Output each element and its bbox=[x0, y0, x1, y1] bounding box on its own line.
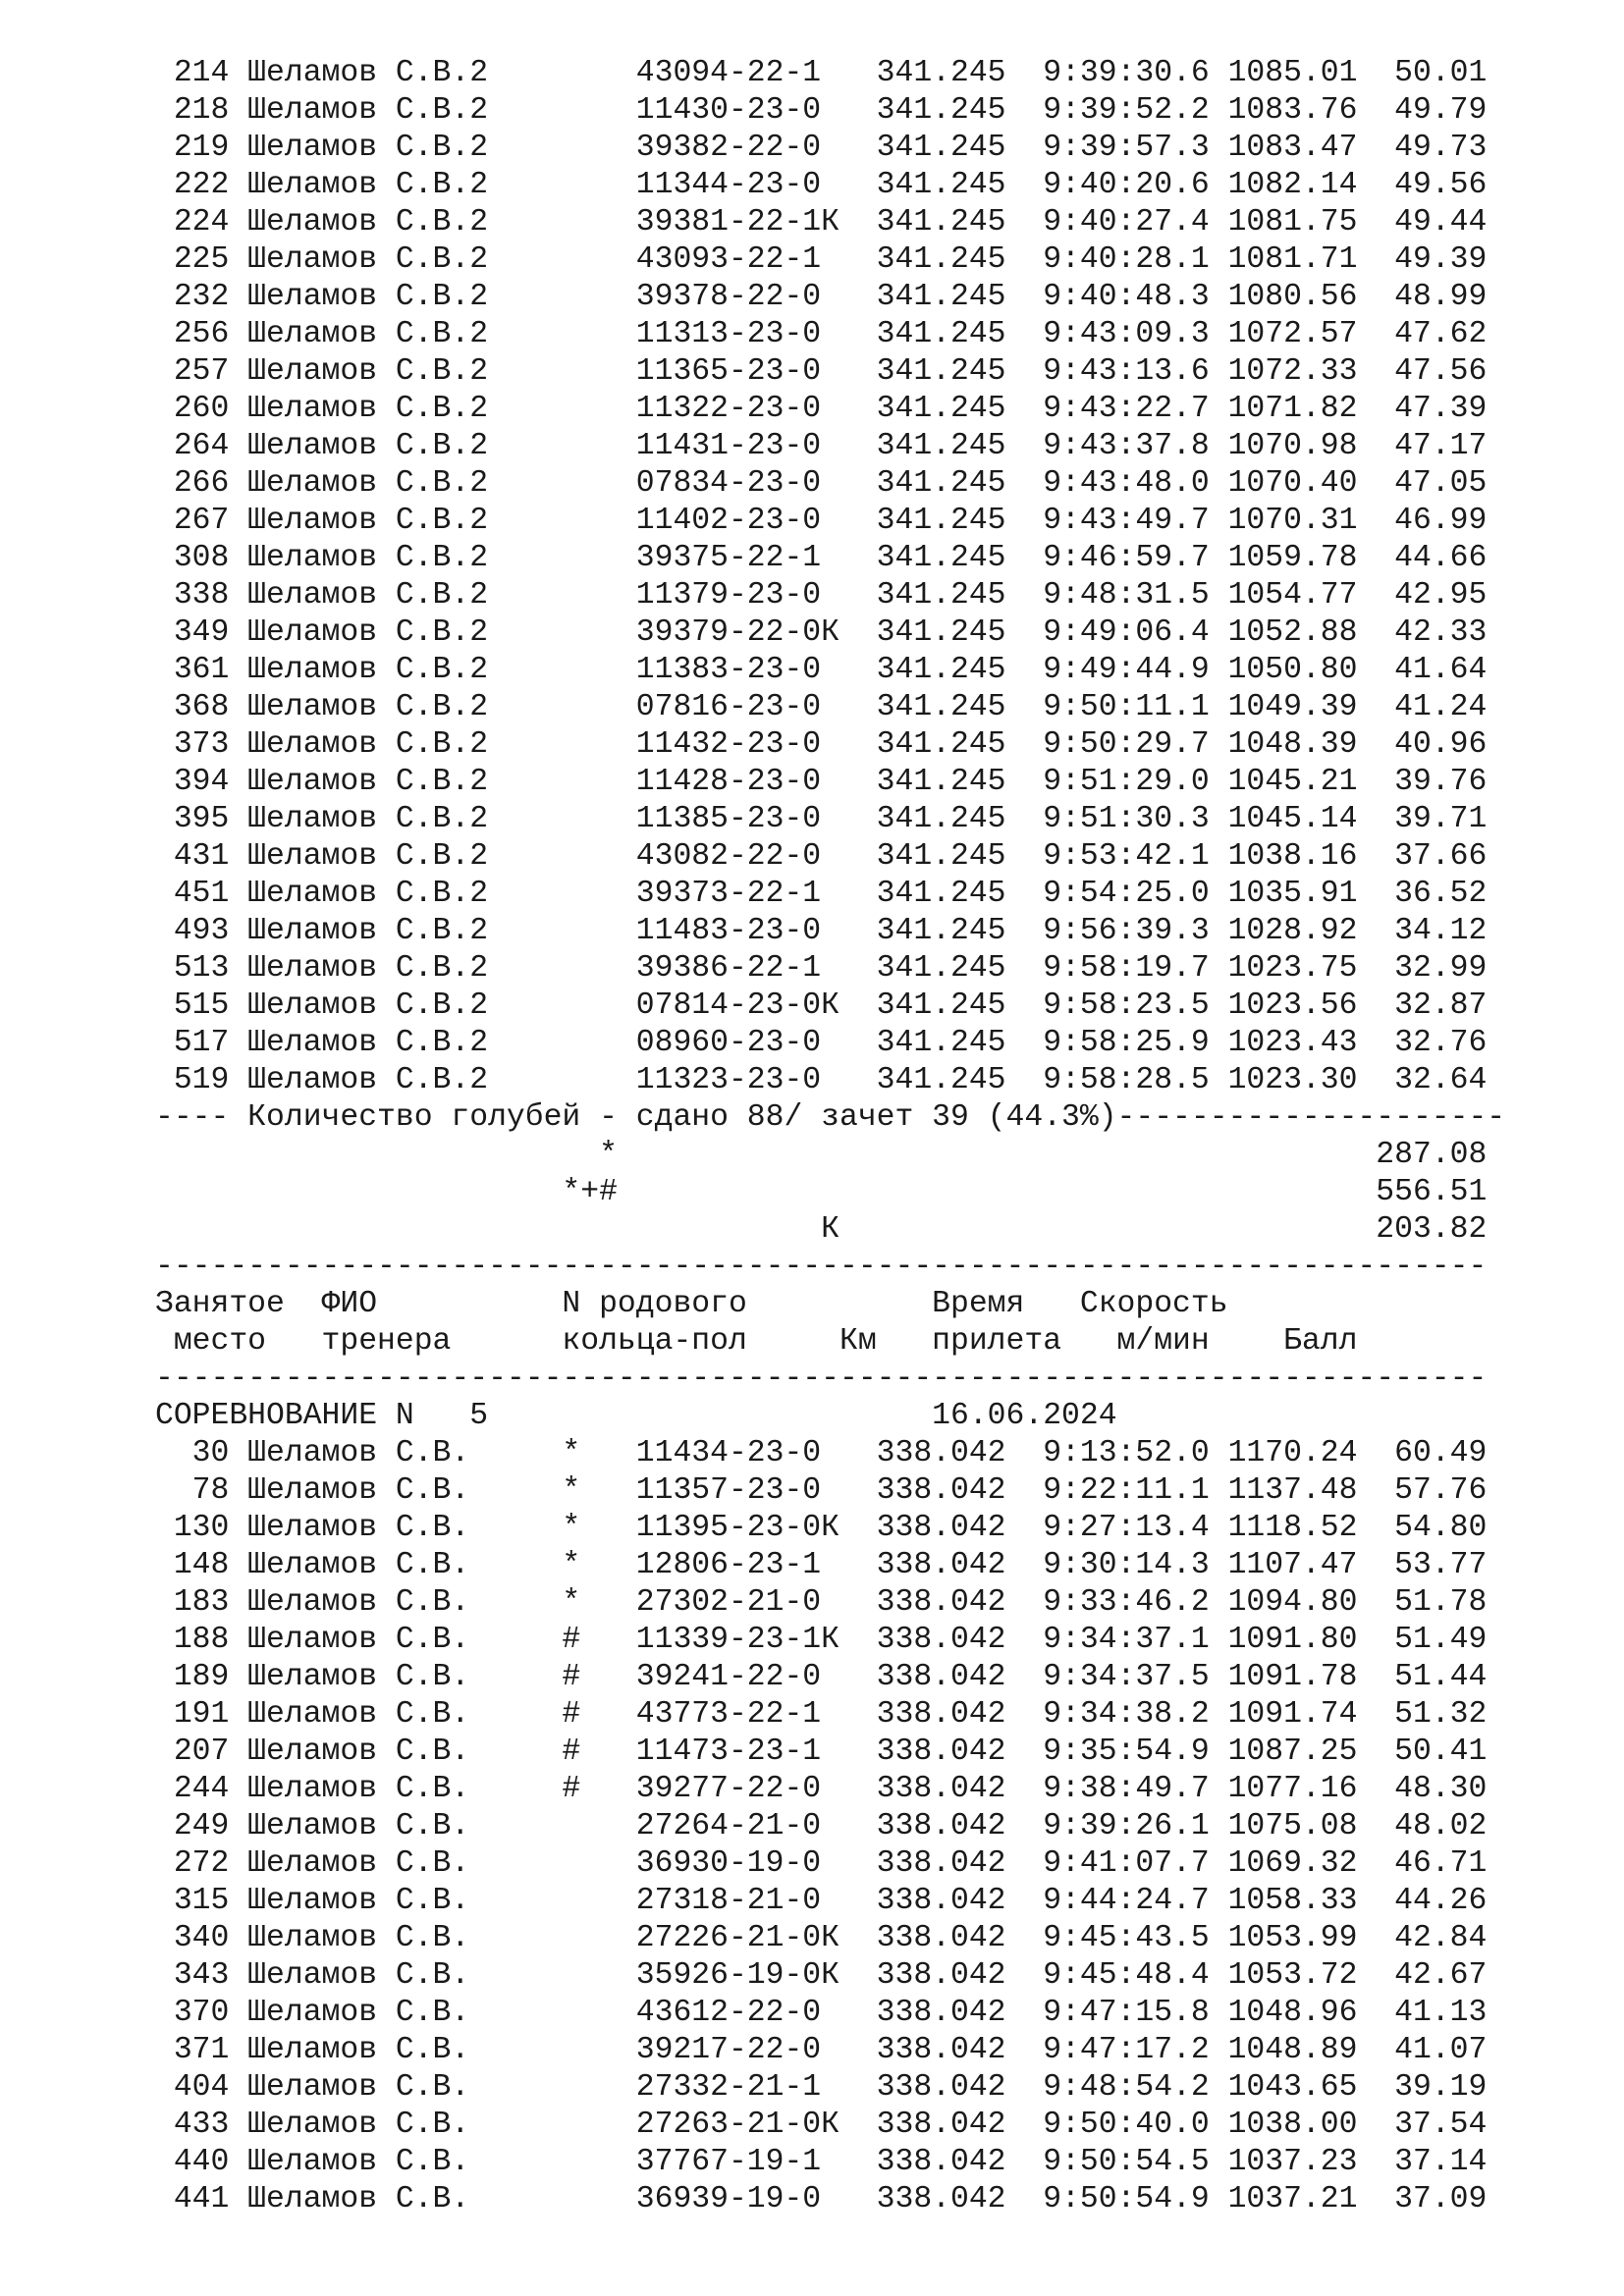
table-row: 244 Шеламов С.В. # 39277-22-0 338.042 9:38:49.7 1077.16 48.30 bbox=[155, 1772, 1488, 1806]
results-printout bbox=[155, 55, 1589, 2218]
table-row: 338 Шеламов С.В.2 11379-23-0 341.245 9:48:31.5 1054.77 42.95 bbox=[155, 578, 1488, 613]
table-row: 207 Шеламов С.В. # 11473-23-1 338.042 9:35:54.9 1087.25 50.41 bbox=[155, 1735, 1488, 1769]
table-row: 183 Шеламов С.В. * 27302-21-0 338.042 9:33:46.2 1094.80 51.78 bbox=[155, 1585, 1488, 1620]
table-row: 264 Шеламов С.В.2 11431-23-0 341.245 9:43:37.8 1070.98 47.17 bbox=[155, 429, 1488, 463]
competition-title: СОРЕВНОВАНИЕ N 5 16.06.2024 bbox=[155, 1399, 1117, 1433]
table-row: 78 Шеламов С.В. * 11357-23-0 338.042 9:22:11.1 1137.48 57.76 bbox=[155, 1473, 1488, 1508]
column-header-line-2: место тренера кольца-пол Км прилета м/мин Балл bbox=[155, 1324, 1358, 1359]
table-row: 371 Шеламов С.В. 39217-22-0 338.042 9:47:17.2 1048.89 41.07 bbox=[155, 2033, 1488, 2067]
table-row: 370 Шеламов С.В. 43612-22-0 338.042 9:47:15.8 1048.96 41.13 bbox=[155, 1996, 1488, 2030]
summary-line: ---- Количество голубей - сдано 88/ зачет 39 (44.3%)--------------------- bbox=[155, 1100, 1506, 1135]
summary-star-plus-hash: *+# 556.51 bbox=[155, 1175, 1488, 1209]
table-row: 441 Шеламов С.В. 36939-19-0 338.042 9:50:54.9 1037.21 37.09 bbox=[155, 2182, 1488, 2216]
column-header-line-1: Занятое ФИО N родового Время Скорость bbox=[155, 1287, 1228, 1321]
table-row: 394 Шеламов С.В.2 11428-23-0 341.245 9:51:29.0 1045.21 39.76 bbox=[155, 765, 1488, 799]
table-row: 225 Шеламов С.В.2 43093-22-1 341.245 9:40:28.1 1081.71 49.39 bbox=[155, 242, 1488, 277]
table-row: 256 Шеламов С.В.2 11313-23-0 341.245 9:43:09.3 1072.57 47.62 bbox=[155, 317, 1488, 351]
table-row: 519 Шеламов С.В.2 11323-23-0 341.245 9:58:28.5 1023.30 32.64 bbox=[155, 1063, 1488, 1097]
table-row: 130 Шеламов С.В. * 11395-23-0К 338.042 9:27:13.4 1118.52 54.80 bbox=[155, 1511, 1488, 1545]
table-row: 373 Шеламов С.В.2 11432-23-0 341.245 9:50:29.7 1048.39 40.96 bbox=[155, 727, 1488, 762]
table-row: 232 Шеламов С.В.2 39378-22-0 341.245 9:40:48.3 1080.56 48.99 bbox=[155, 280, 1488, 314]
table-row: 219 Шеламов С.В.2 39382-22-0 341.245 9:39:57.3 1083.47 49.73 bbox=[155, 131, 1488, 165]
table-row: 308 Шеламов С.В.2 39375-22-1 341.245 9:46:59.7 1059.78 44.66 bbox=[155, 541, 1488, 575]
divider-rule: ------------------------------------------------------------------------ bbox=[155, 1250, 1488, 1284]
table-row: 272 Шеламов С.В. 36930-19-0 338.042 9:41:07.7 1069.32 46.71 bbox=[155, 1846, 1488, 1881]
table-row: 343 Шеламов С.В. 35926-19-0К 338.042 9:45:48.4 1053.72 42.67 bbox=[155, 1958, 1488, 1993]
table-row: 257 Шеламов С.В.2 11365-23-0 341.245 9:43:13.6 1072.33 47.56 bbox=[155, 354, 1488, 389]
summary-k: К 203.82 bbox=[155, 1212, 1488, 1247]
table-row: 361 Шеламов С.В.2 11383-23-0 341.245 9:49:44.9 1050.80 41.64 bbox=[155, 653, 1488, 687]
table-row: 451 Шеламов С.В.2 39373-22-1 341.245 9:54:25.0 1035.91 36.52 bbox=[155, 877, 1488, 911]
table-row: 266 Шеламов С.В.2 07834-23-0 341.245 9:43:48.0 1070.40 47.05 bbox=[155, 466, 1488, 501]
table-row: 340 Шеламов С.В. 27226-21-0К 338.042 9:45:43.5 1053.99 42.84 bbox=[155, 1921, 1488, 1955]
table-row: 517 Шеламов С.В.2 08960-23-0 341.245 9:58:25.9 1023.43 32.76 bbox=[155, 1026, 1488, 1060]
table-row: 30 Шеламов С.В. * 11434-23-0 338.042 9:13:52.0 1170.24 60.49 bbox=[155, 1436, 1488, 1470]
table-row: 440 Шеламов С.В. 37767-19-1 338.042 9:50:54.5 1037.23 37.14 bbox=[155, 2145, 1488, 2179]
table-row: 493 Шеламов С.В.2 11483-23-0 341.245 9:56:39.3 1028.92 34.12 bbox=[155, 914, 1488, 948]
table-row: 515 Шеламов С.В.2 07814-23-0К 341.245 9:58:23.5 1023.56 32.87 bbox=[155, 988, 1488, 1023]
table-row: 267 Шеламов С.В.2 11402-23-0 341.245 9:43:49.7 1070.31 46.99 bbox=[155, 504, 1488, 538]
table-row: 191 Шеламов С.В. # 43773-22-1 338.042 9:34:38.2 1091.74 51.32 bbox=[155, 1697, 1488, 1732]
table-row: 513 Шеламов С.В.2 39386-22-1 341.245 9:58:19.7 1023.75 32.99 bbox=[155, 951, 1488, 986]
table-row: 214 Шеламов С.В.2 43094-22-1 341.245 9:39:30.6 1085.01 50.01 bbox=[155, 56, 1488, 90]
table-row: 404 Шеламов С.В. 27332-21-1 338.042 9:48:54.2 1043.65 39.19 bbox=[155, 2070, 1488, 2105]
table-row: 224 Шеламов С.В.2 39381-22-1К 341.245 9:40:27.4 1081.75 49.44 bbox=[155, 205, 1488, 240]
table-row: 189 Шеламов С.В. # 39241-22-0 338.042 9:34:37.5 1091.78 51.44 bbox=[155, 1660, 1488, 1694]
table-row: 431 Шеламов С.В.2 43082-22-0 341.245 9:53:42.1 1038.16 37.66 bbox=[155, 839, 1488, 874]
divider-rule: ------------------------------------------------------------------------ bbox=[155, 1362, 1488, 1396]
table-row: 148 Шеламов С.В. * 12806-23-1 338.042 9:30:14.3 1107.47 53.77 bbox=[155, 1548, 1488, 1582]
table-row: 433 Шеламов С.В. 27263-21-0К 338.042 9:50:40.0 1038.00 37.54 bbox=[155, 2108, 1488, 2142]
table-row: 368 Шеламов С.В.2 07816-23-0 341.245 9:50:11.1 1049.39 41.24 bbox=[155, 690, 1488, 724]
table-row: 218 Шеламов С.В.2 11430-23-0 341.245 9:39:52.2 1083.76 49.79 bbox=[155, 93, 1488, 128]
table-row: 260 Шеламов С.В.2 11322-23-0 341.245 9:43:22.7 1071.82 47.39 bbox=[155, 392, 1488, 426]
table-row: 315 Шеламов С.В. 27318-21-0 338.042 9:44:24.7 1058.33 44.26 bbox=[155, 1884, 1488, 1918]
table-row: 222 Шеламов С.В.2 11344-23-0 341.245 9:40:20.6 1082.14 49.56 bbox=[155, 168, 1488, 202]
table-row: 188 Шеламов С.В. # 11339-23-1К 338.042 9:34:37.1 1091.80 51.49 bbox=[155, 1623, 1488, 1657]
table-row: 395 Шеламов С.В.2 11385-23-0 341.245 9:51:30.3 1045.14 39.71 bbox=[155, 802, 1488, 836]
summary-star: * 287.08 bbox=[155, 1138, 1488, 1172]
table-row: 249 Шеламов С.В. 27264-21-0 338.042 9:39:26.1 1075.08 48.02 bbox=[155, 1809, 1488, 1843]
table-row: 349 Шеламов С.В.2 39379-22-0К 341.245 9:49:06.4 1052.88 42.33 bbox=[155, 615, 1488, 650]
